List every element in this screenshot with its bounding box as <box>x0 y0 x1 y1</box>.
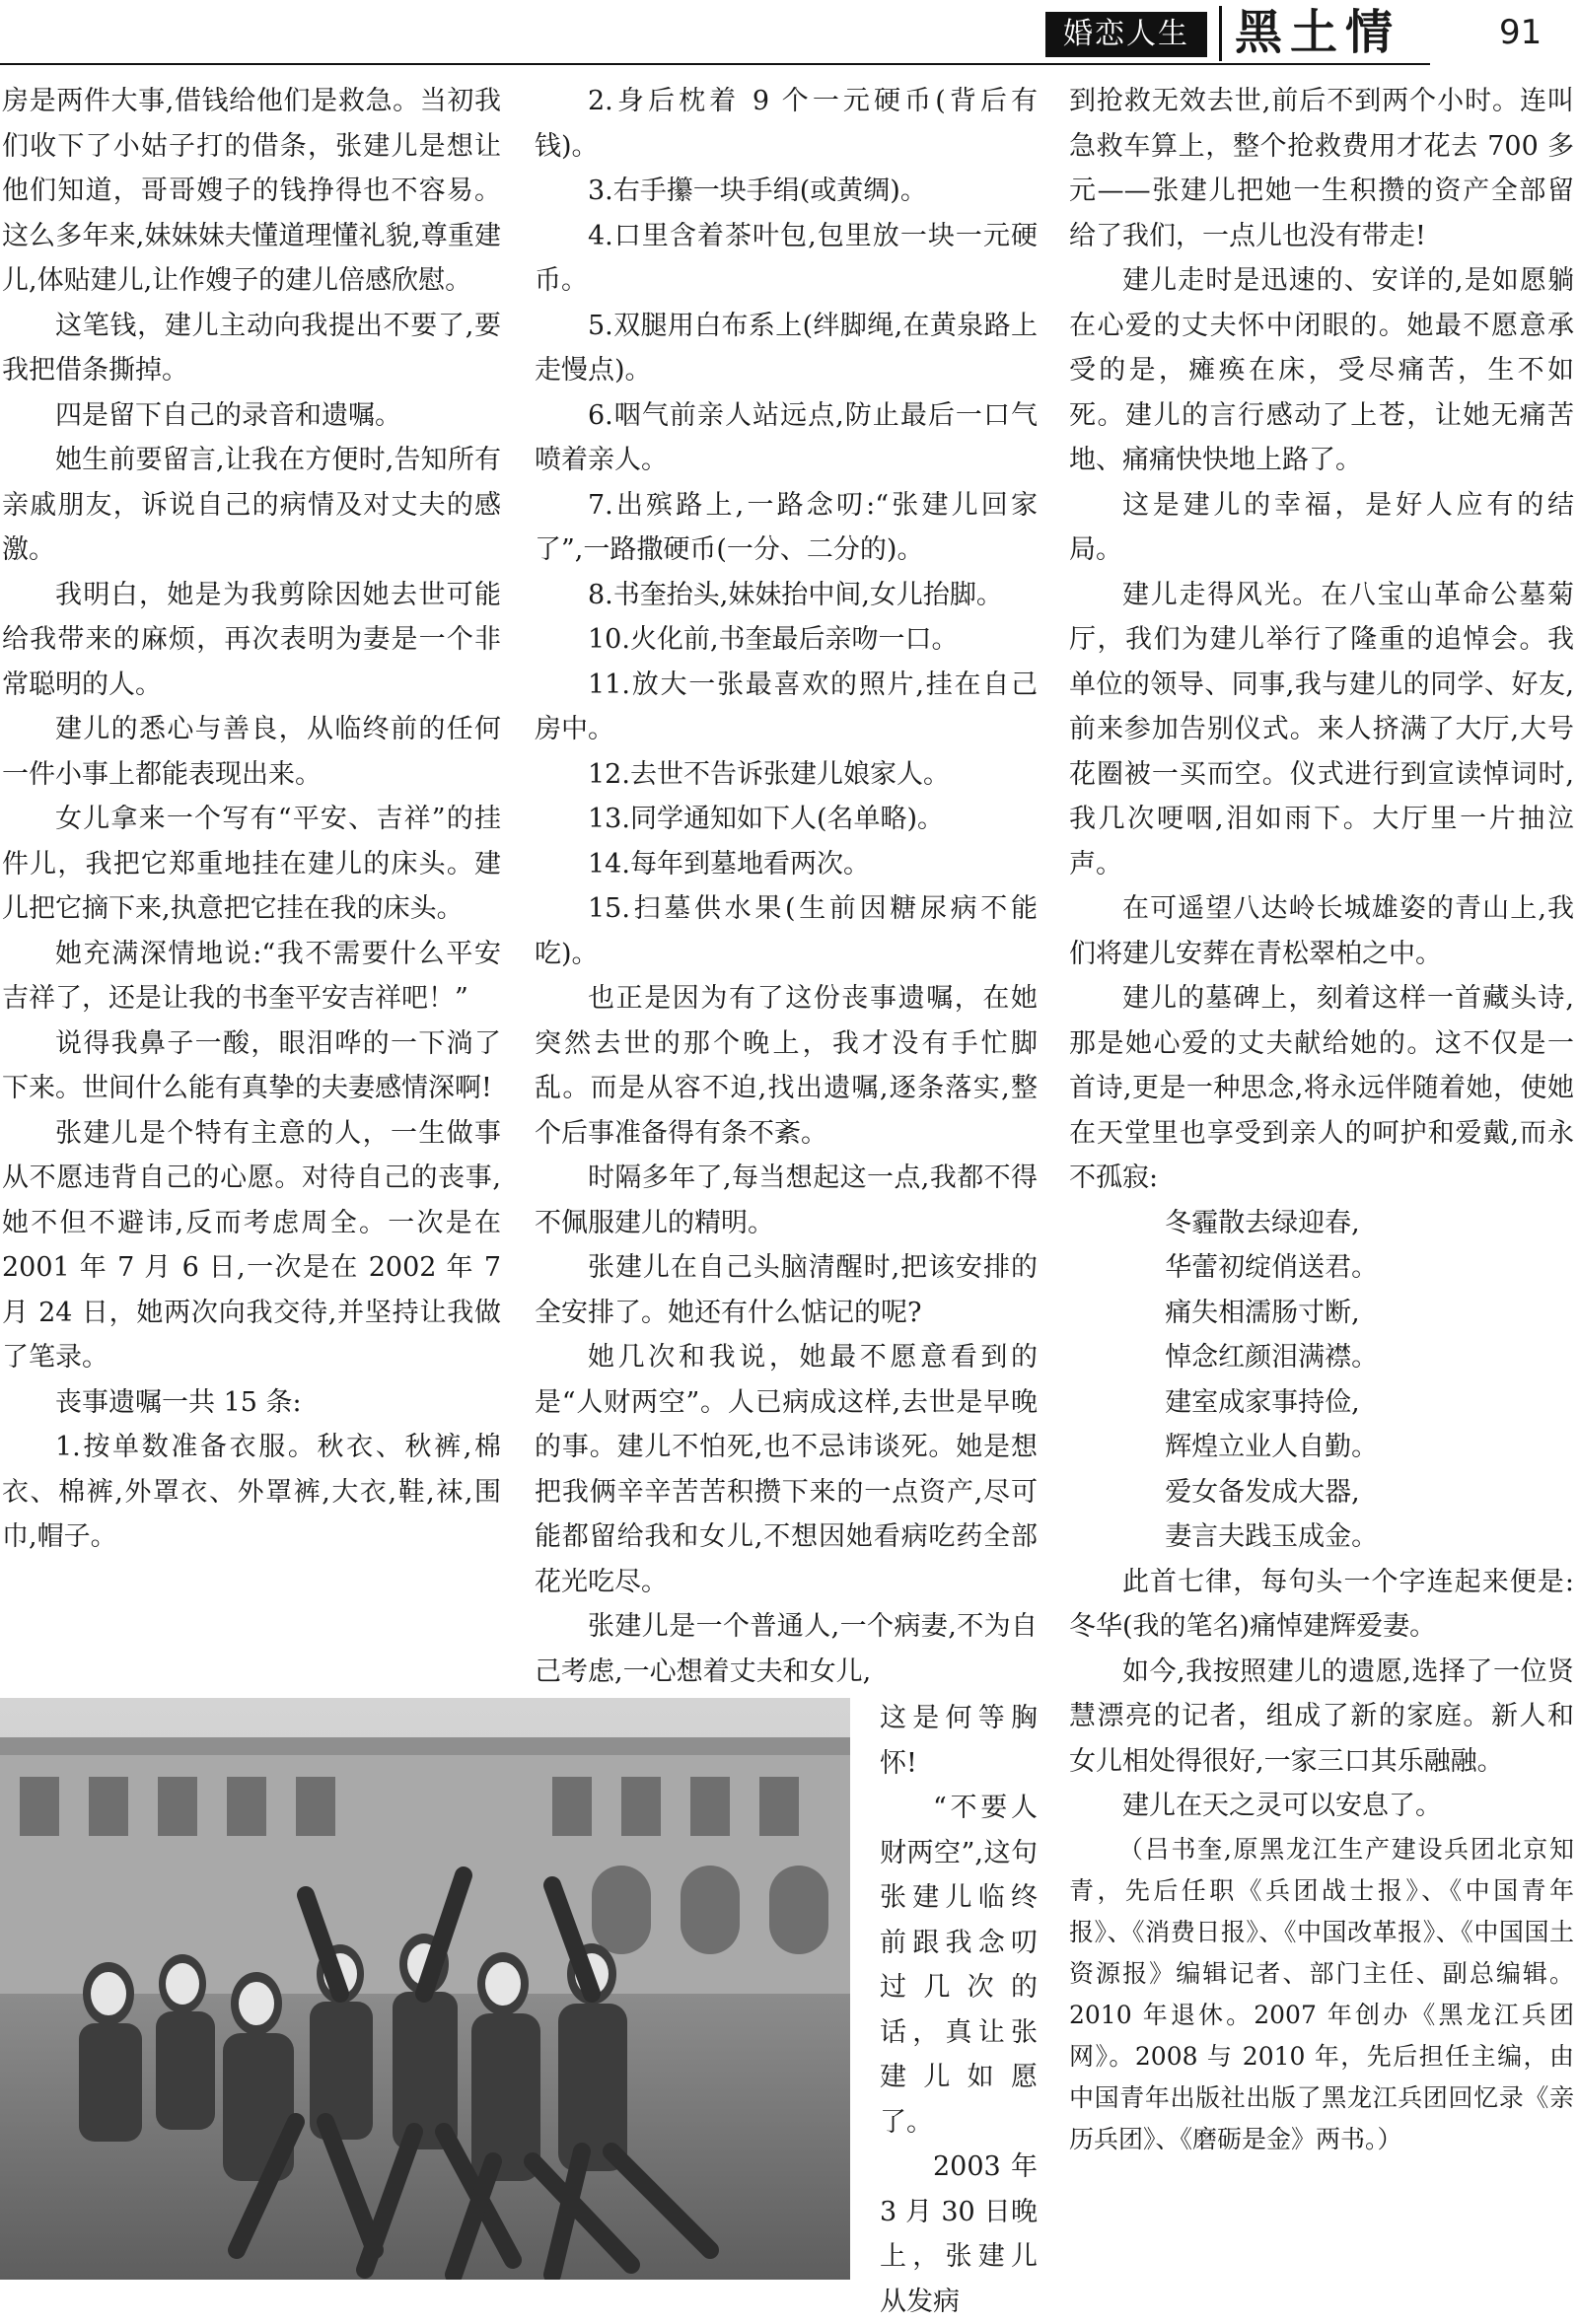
paragraph: 丧事遗嘱一共 15 条: <box>55 1386 302 1418</box>
author-note: （吕书奎,原黑龙江生产建设兵团北京知青，先后任职《兵团战士报》、《中国青年报》、《消费日报》、《中国改革报》、《中国国土资源报》编辑记者、部门主任、副总编辑。2010 年退休。2007 年创办《黑龙江兵团网》。2008 与 2010 年，先后担任主编，由中国青年出版社出版了黑龙江兵团回忆录《亲历兵团》、《磨砺是金》两书。） <box>1069 1834 1574 2153</box>
paragraph: 建儿走时是迅速的、安详的,是如愿躺在心爱的丈夫怀中闭眼的。她最不愿意承受的是，瘫痪在床，受尽痛苦，生不如死。建儿的言行感动了上苍，让她无痛苦地、痛痛快快地上路了。 <box>1069 265 1574 475</box>
poem-line: 妻言夫践玉成金。 <box>1165 1521 1379 1552</box>
poem-line: 建室成家事持俭, <box>1165 1386 1360 1418</box>
poem-line: 冬霾散去绿迎春, <box>1165 1207 1360 1238</box>
paragraph: 8.书奎抬头,妹妹抬中间,女儿抬脚。 <box>588 579 1003 610</box>
poem-line: 痛失相濡肠寸断, <box>1165 1297 1360 1328</box>
paragraph: 2003 年 3 月 30 日晚上，张建儿从发病 <box>880 2151 1038 2317</box>
paragraph: 13.同学通知如下人(名单略)。 <box>588 804 945 834</box>
paragraph: 女儿拿来一个写有“平安、吉祥”的挂件儿，我把它郑重地挂在建儿的床头。建儿把它摘下来,执意把它挂在我的床头。 <box>2 804 501 924</box>
paragraph: 时隔多年了,每当想起这一点,我都不得不佩服建儿的精明。 <box>535 1162 1038 1238</box>
paragraph: 房是两件大事,借钱给他们是救急。当初我们收下了小姑子打的借条，张建儿是想让他们知道，哥哥嫂子的钱挣得也不容易。这么多年来,妹妹妹夫懂道理懂礼貌,尊重建儿,体贴建儿,让作嫂子的建儿倍感欣慰。 <box>2 86 501 296</box>
group-photo <box>0 1698 850 2280</box>
paragraph: “不要人财两空”,这句张建儿临终前跟我念叨过几次的话，真让张建儿如愿了。 <box>880 1793 1038 2138</box>
paragraph: 这是何等胸怀! <box>880 1703 1038 1779</box>
paragraph: 15.扫墓供水果(生前因糖尿病不能吃)。 <box>535 893 1038 969</box>
paragraph: 这笔钱，建儿主动向我提出不要了,要我把借条撕掉。 <box>2 310 501 386</box>
article-column-2 <box>535 79 1038 1694</box>
paragraph: 1.按单数准备衣服。秋衣、秋裤,棉衣、棉裤,外罩衣、外罩裤,大衣,鞋,袜,围巾,帽子。 <box>2 1432 501 1552</box>
poem-line: 爱女备发成大器, <box>1165 1476 1360 1508</box>
paragraph: 在可遥望八达岭长城雄姿的青山上,我们将建儿安葬在青松翠柏之中。 <box>1069 893 1574 969</box>
paragraph: 3.右手攥一块手绢(或黄绸)。 <box>588 176 927 206</box>
paragraph: 11.放大一张最喜欢的照片,挂在自己房中。 <box>535 669 1038 744</box>
paragraph: 她几次和我说，她最不愿意看到的是“人财两空”。人已病成这样,去世是早晚的事。建儿不怕死,也不忌讳谈死。她是想把我俩辛辛苦苦积攒下来的一点资产,尽可能都留给我和女儿,不想因她看病吃药全部花光吃尽。 <box>535 1342 1038 1597</box>
paragraph: 6.咽气前亲人站远点,防止最后一口气喷着亲人。 <box>535 399 1038 475</box>
paragraph: 14.每年到墓地看两次。 <box>588 848 870 880</box>
paragraph: 说得我鼻子一酸，眼泪哗的一下淌了下来。世间什么能有真挚的夫妻感情深啊! <box>2 1027 501 1103</box>
paragraph: 建儿的悉心与善良，从临终前的任何一件小事上都能表现出来。 <box>2 714 501 790</box>
poem-line: 悼念红颜泪满襟。 <box>1165 1342 1379 1373</box>
paragraph: 4.口里含着茶叶包,包里放一块一元硬币。 <box>535 220 1038 296</box>
article-column-1 <box>2 79 501 1560</box>
paragraph: 建儿走得风光。在八宝山革命公墓菊厅，我们为建儿举行了隆重的追悼会。我单位的领导、同事,我与建儿的同学、好友,前来参加告别仪式。来人挤满了大厅,大号花圈被一买而空。仪式进行到宣读悼词时,我几次哽咽,泪如雨下。大厅里一片抽泣声。 <box>1069 579 1574 880</box>
magazine-title: 黑土情 <box>1235 5 1401 60</box>
paragraph: 她生前要留言,让我在方便时,告知所有亲戚朋友，诉说自己的病情及对丈夫的感激。 <box>2 445 501 565</box>
paragraph: 此首七律，每句头一个字连起来便是:冬华(我的笔名)痛悼建辉爱妻。 <box>1069 1566 1574 1642</box>
paragraph: 如今,我按照建儿的遗愿,选择了一位贤慧漂亮的记者，组成了新的家庭。新人和女儿相处得很好,一家三口其乐融融。 <box>1069 1655 1574 1777</box>
page-number: 91 <box>1499 13 1542 52</box>
header-divider <box>1219 6 1222 61</box>
paragraph: 到抢救无效去世,前后不到两个小时。连叫急救车算上，整个抢救费用才花去 700 多元——张建儿把她一生积攒的资产全部留给了我们，一点儿也没有带走! <box>1069 86 1574 251</box>
header-rule <box>0 63 1430 65</box>
paragraph: 也正是因为有了这份丧事遗嘱，在她突然去世的那个晚上，我才没有手忙脚乱。而是从容不迫,找出遗嘱,逐条落实,整个后事准备得有条不紊。 <box>535 983 1038 1149</box>
poem-line: 辉煌立业人自勤。 <box>1165 1432 1379 1462</box>
poem-line: 华蕾初绽俏送君。 <box>1165 1252 1379 1283</box>
article-column-3 <box>1069 79 1574 2160</box>
page-header <box>0 0 1578 69</box>
paragraph: 她充满深情地说:“我不需要什么平安吉祥了，还是让我的书奎平安吉祥吧！” <box>2 938 501 1014</box>
paragraph: 7.出殡路上,一路念叨:“张建儿回家了”,一路撒硬币(一分、二分的)。 <box>535 489 1038 565</box>
paragraph: 建儿在天之灵可以安息了。 <box>1122 1791 1442 1821</box>
paragraph: 2.身后枕着 9 个一元硬币(背后有钱)。 <box>535 86 1038 162</box>
paragraph: 5.双腿用白布系上(绊脚绳,在黄泉路上走慢点)。 <box>535 310 1038 386</box>
paragraph: 10.火化前,书奎最后亲吻一口。 <box>588 624 959 655</box>
paragraph: 张建儿是个特有主意的人，一生做事从不愿违背自己的心愿。对待自己的丧事,她不但不避讳,反而考虑周全。一次是在 2001 年 7 月 6 日,一次是在 2002 年 7 月 24 日，她两次向我交待,并坚持让我做了笔录。 <box>2 1117 501 1373</box>
paragraph: 这是建儿的幸福，是好人应有的结局。 <box>1069 489 1574 565</box>
group-photo-illustration <box>0 1698 850 2280</box>
section-label: 婚恋人生 <box>1045 12 1207 57</box>
paragraph: 我明白，她是为我剪除因她去世可能给我带来的麻烦，再次表明为妻是一个非常聪明的人。 <box>2 579 501 700</box>
paragraph: 四是留下自己的录音和遗嘱。 <box>55 399 401 431</box>
paragraph: 12.去世不告诉张建儿娘家人。 <box>588 758 950 790</box>
paragraph: 张建儿是一个普通人,一个病妻,不为自己考虑,一心想着丈夫和女儿, <box>535 1611 1038 1687</box>
article-column-2-narrow <box>880 1696 1038 2324</box>
paragraph: 张建儿在自己头脑清醒时,把该安排的全安排了。她还有什么惦记的呢? <box>535 1252 1038 1328</box>
paragraph: 建儿的墓碑上，刻着这样一首藏头诗,那是她心爱的丈夫献给她的。这不仅是一首诗,更是一种思念,将永远伴随着她，使她在天堂里也享受到亲人的呵护和爱戴,而永不孤寂: <box>1069 983 1574 1193</box>
